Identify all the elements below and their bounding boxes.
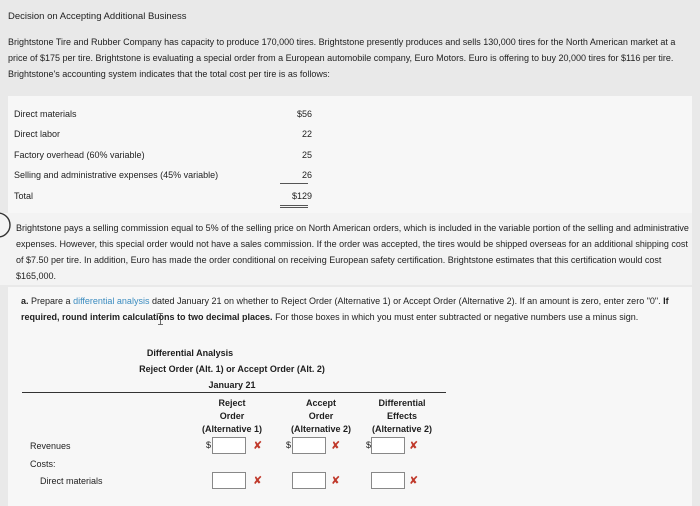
row-label-revenues: Revenues — [30, 441, 71, 451]
cost-value: 25 — [301, 150, 312, 160]
differential-analysis-link[interactable]: differential analysis — [73, 296, 150, 306]
subtotal-rule — [280, 183, 308, 184]
incorrect-x-icon: ✘ — [409, 475, 419, 487]
cost-row — [14, 129, 314, 143]
col-line: (Alternative 2) — [290, 424, 352, 434]
col-line: Order — [308, 411, 334, 421]
analysis-subheading: Reject Order (Alt. 1) or Accept Order (Alt. 2) — [139, 364, 325, 374]
column-header-reject — [190, 397, 274, 436]
total-double-rule — [280, 205, 308, 206]
part-a-bold-note: If required, round interim calculations to two decimal places. — [21, 296, 669, 322]
cost-table — [8, 96, 692, 213]
incorrect-x-icon: ✘ — [253, 475, 263, 487]
col-line: Reject — [218, 398, 246, 408]
part-a-prefix: a. — [21, 296, 29, 306]
part-a-text: dated January 21 on whether to Reject Order (Alternative 1) or Accept Order (Alternative 2). If an amount is zero, enter zero "0". — [149, 296, 664, 306]
col-line: Differential — [378, 398, 426, 408]
column-header-accept — [279, 397, 363, 436]
cost-row-total — [14, 191, 314, 205]
col-line: (Alternative 1) — [201, 424, 263, 434]
col-line: Accept — [305, 398, 336, 408]
currency-symbol: $ — [366, 440, 372, 450]
incorrect-x-icon: ✘ — [331, 440, 341, 452]
total-double-rule — [280, 207, 308, 208]
cost-value: $56 — [296, 109, 312, 119]
part-a-instructions — [21, 293, 686, 325]
cost-row — [14, 170, 314, 184]
incorrect-x-icon: ✘ — [331, 475, 341, 487]
currency-symbol: $ — [206, 440, 212, 450]
cost-label: Direct materials — [14, 109, 77, 119]
part-a-text: Prepare a — [31, 296, 74, 306]
row-label-costs: Costs: — [30, 459, 56, 469]
cost-label: Direct labor — [14, 129, 61, 139]
expand-arc-icon — [0, 211, 14, 239]
currency-symbol: $ — [286, 440, 292, 450]
direct-materials-diff-input[interactable] — [371, 472, 405, 489]
analysis-heading: Differential Analysis — [146, 348, 234, 358]
page-title: Decision on Accepting Additional Business — [8, 11, 187, 22]
header-rule — [22, 392, 446, 393]
cost-value: 26 — [301, 170, 312, 180]
incorrect-x-icon: ✘ — [409, 440, 419, 452]
revenues-alt1-input[interactable] — [212, 437, 246, 454]
col-line: Effects — [386, 411, 417, 421]
analysis-date: January 21 — [208, 380, 256, 390]
cost-label: Factory overhead (60% variable) — [14, 150, 145, 160]
revenues-diff-input[interactable] — [371, 437, 405, 454]
cost-label: Selling and administrative expenses (45% variable) — [14, 170, 219, 180]
cost-value: $129 — [291, 191, 312, 201]
direct-materials-alt2-input[interactable] — [292, 472, 326, 489]
part-a-text: For those boxes in which you must enter subtracted or negative numbers use a minus sign. — [272, 312, 639, 322]
col-line: (Alternative 2) — [371, 424, 433, 434]
col-line: Order — [219, 411, 245, 421]
direct-materials-alt1-input[interactable] — [212, 472, 246, 489]
cost-row — [14, 109, 314, 123]
commission-paragraph: Brightstone pays a selling commission equal to 5% of the selling price on North American orders, which is included in the variable portion of the selling and administrative expenses. However, this special order would not have a sales commission. If the order was accepted, the tires would be shipped overseas for an additional shipping cost of $7.50 per tire. In addition, Euro has made the order conditional on receiving European safety certification. Brightstone estimates that this certification would cost $165,000. — [16, 223, 689, 281]
intro-paragraph: Brightstone Tire and Rubber Company has capacity to produce 170,000 tires. Brightstone presently produces and sells 130,000 tires for the North American market at a price of $175 per tire. Brightstone is evaluating a special order from a European automobile company, Euro Motors. Euro is offering to buy 20,000 tires for $116 per tire. Brightstone's accounting system indicates that the total cost per tire is as follows: — [8, 37, 676, 79]
row-label-direct-materials: Direct materials — [40, 476, 103, 486]
revenues-alt2-input[interactable] — [292, 437, 326, 454]
cost-row — [14, 150, 314, 164]
incorrect-x-icon: ✘ — [253, 440, 263, 452]
cost-value: 22 — [301, 129, 312, 139]
text-cursor-icon — [158, 313, 163, 325]
column-header-differential — [360, 397, 444, 436]
cost-label: Total — [14, 191, 34, 201]
